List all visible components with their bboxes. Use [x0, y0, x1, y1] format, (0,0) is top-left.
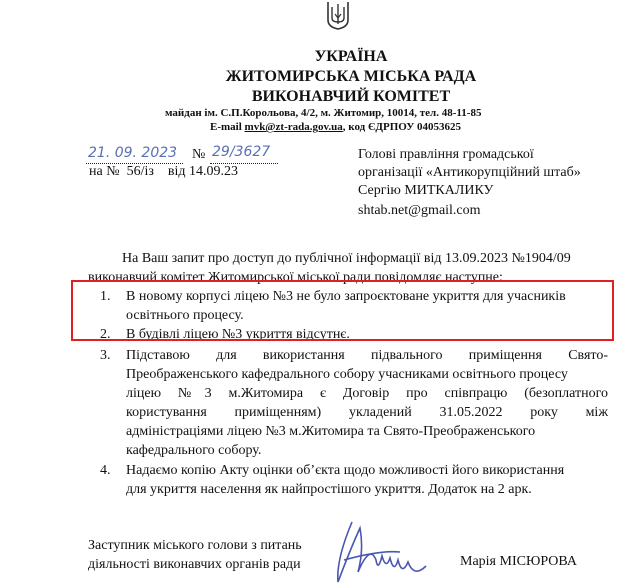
- signatory-title: Заступник міського голови з питань діяльності виконавчих органів ради: [88, 538, 302, 572]
- handwritten-signature: [330, 520, 435, 587]
- outgoing-number-label: №: [192, 147, 206, 162]
- header-council: ЖИТОМИРСЬКА МІСЬКА РАДА: [225, 68, 477, 85]
- intro-line: виконавчий комітет Житомирської міської ради повідомляє наступне:: [88, 270, 503, 285]
- addressee-block: [358, 146, 581, 220]
- addressee-email: shtab.net@gmail.com: [358, 203, 481, 218]
- addressee-line: Сергію МИТКАЛИКУ: [358, 183, 494, 198]
- header-committee: ВИКОНАВЧИЙ КОМІТЕТ: [251, 88, 451, 105]
- trident-emblem-icon: [325, 0, 351, 30]
- addressee-line: Голові правління громадської: [358, 147, 534, 162]
- edrpou-code: , код ЄДРПОУ 04053625: [342, 121, 462, 133]
- header-country: УКРАЇНА: [314, 48, 388, 65]
- intro-line: На Ваш запит про доступ до публічної інформації від 13.09.2023 №1904/09: [122, 251, 571, 266]
- email-link[interactable]: mvk@zt-rada.gov.ua: [244, 121, 343, 133]
- email-prefix: E-mail: [210, 121, 245, 133]
- header-email-line: [210, 121, 510, 133]
- addressee-line: організації «Антикорупційний штаб»: [358, 165, 581, 180]
- signatory-name: Марія МІСЮРОВА: [460, 554, 577, 569]
- outgoing-number: 29/3627: [212, 144, 271, 160]
- incoming-reference: на № 56/із від 14.09.23: [89, 164, 238, 179]
- header-address: майдан ім. С.П.Корольова, 4/2, м. Житомир, 10014, тел. 48-11-85: [165, 107, 482, 119]
- highlight-box: [71, 280, 614, 341]
- outgoing-date: 21. 09. 2023: [88, 145, 178, 161]
